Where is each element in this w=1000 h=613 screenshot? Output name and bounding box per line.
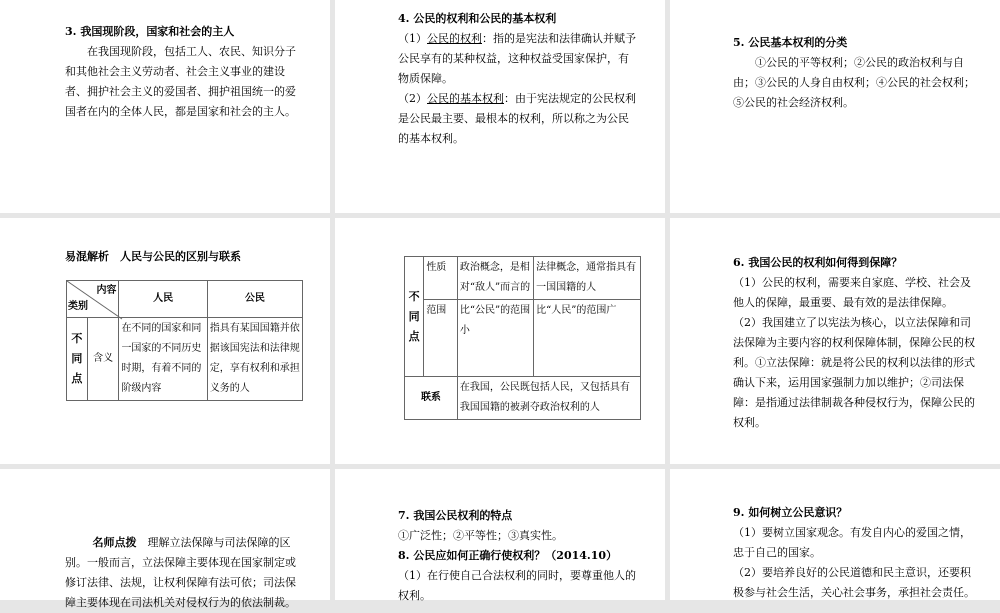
people-citizen-table-continued <box>404 256 641 420</box>
slide-2-paragraph-2 <box>398 89 638 149</box>
slide-5 <box>335 218 665 464</box>
column-header-people: 人民 <box>119 281 207 318</box>
column-header-citizen: 公民 <box>207 281 302 318</box>
slide-7-paragraph <box>65 533 305 613</box>
slide-8-content <box>398 506 638 606</box>
table-row-scope <box>405 300 641 377</box>
people-citizen-table <box>66 280 303 401</box>
table-row-meaning <box>67 318 303 401</box>
slide-9-heading: 9. 如何树立公民意识？ <box>733 506 848 519</box>
slide-6-paragraph-2: （2）我国建立了以宪法为核心，以立法保障和司法保障为主要内容的权利保障体制，保障公民的权利。①立法保障：就是将公民的权利以法律的形式确认下来，运用国家强制力加以维护；②司法保障：是指通过法律制裁各种侵权行为，保障公民的权利。 <box>733 316 975 429</box>
slide-8-line-1: ①广泛性；②平等性；③真实性。 <box>398 529 563 542</box>
slide-4-heading: 易混解析 人民与公民的区别与联系 <box>65 250 241 263</box>
slide-3-body: ①公民的平等权利；②公民的政治权利与自由；③公民的人身自由权利；④公民的社会权利；⑤公民的社会经济权利。 <box>733 56 975 109</box>
header-type-label: 类别 <box>68 301 88 312</box>
p1-text: ：指的是宪法和法律确认并赋予公民享有的某种权益，这种权益受国家保护，有物质保障。 <box>398 32 636 85</box>
slide-1-content <box>65 22 305 122</box>
row-label-scope: 范围 <box>424 300 458 377</box>
slide-2-content <box>398 9 638 149</box>
header-content-label: 内容 <box>96 285 117 296</box>
slide-4 <box>0 218 330 464</box>
slide-3-content <box>733 33 976 113</box>
row-group-difference: 不同点 <box>67 318 88 401</box>
slide-1 <box>0 0 330 213</box>
slide-6 <box>670 218 1000 464</box>
slide-6-paragraph-1: （1）公民的权利，需要来自家庭、学校、社会及他人的保障，最重要、最有效的是法律保障。 <box>733 276 971 309</box>
slide-1-heading: 3. 我国现阶段，国家和社会的主人 <box>65 25 235 38</box>
slide-8 <box>335 469 665 600</box>
table-row-nature <box>405 257 641 300</box>
table-header-row <box>67 281 303 318</box>
term-basic-rights: 公民的基本权利 <box>427 92 504 105</box>
slide-8-heading-2: 8. 公民应如何正确行使权利？（2014.10） <box>398 549 618 562</box>
slide-9 <box>670 469 1000 600</box>
slide-6-heading: 6. 我国公民的权利如何得到保障？ <box>733 256 903 269</box>
row-label-link: 联系 <box>405 377 458 420</box>
slide-2-paragraph-1 <box>398 29 638 89</box>
slide-9-paragraph-1: （1）要树立国家观念。有发自内心的爱国之情，忠于自己的国家。 <box>733 526 971 559</box>
p2-text: ：由于宪法规定的公民权利是公民最主要、最根本的权利，所以称之为公民的基本权利。 <box>398 92 636 145</box>
row-label-meaning: 含义 <box>87 318 119 401</box>
p1-prefix: （1） <box>398 32 427 45</box>
tip-label: 名师点拨 <box>92 536 137 549</box>
slide-6-content <box>733 253 976 433</box>
slide-3-heading: 5. 公民基本权利的分类 <box>733 36 848 49</box>
slide-8-paragraph-1: （1）在行使自己合法权利的同时，要尊重他人的权利。 <box>398 569 636 602</box>
slide-8-heading-1: 7. 我国公民权利的特点 <box>398 509 513 522</box>
cell-citizen-scope: 比“人民”的范围广 <box>534 300 641 377</box>
tip-text: 理解立法保障与司法保障的区别。一般而言，立法保障主要体现在国家制定或修订法律、法规，让权利保障有法可依；司法保障主要体现在司法机关对侵权行为的依法制裁。 <box>65 536 296 609</box>
slide-9-content <box>733 503 976 603</box>
diagonal-header-cell <box>67 281 119 318</box>
cell-people-nature: 政治概念，是相对“敌人”而言的 <box>457 257 533 300</box>
p2-prefix: （2） <box>398 92 427 105</box>
table-row-link <box>405 377 641 420</box>
slide-1-body: 在我国现阶段，包括工人、农民、知识分子和其他社会主义劳动者、社会主义事业的建设者、拥护社会主义的爱国者、拥护祖国统一的爱国者在内的全体人民，都是国家和社会的主人。 <box>65 45 296 118</box>
slide-3 <box>670 0 1000 213</box>
row-label-nature: 性质 <box>424 257 458 300</box>
cell-citizen-nature: 法律概念，通常指具有一国国籍的人 <box>534 257 641 300</box>
slide-4-content <box>65 247 305 267</box>
cell-citizen-meaning: 指具有某国国籍并依据该国宪法和法律规定，享有权利和承担义务的人 <box>207 318 302 401</box>
cell-link-text: 在我国，公民既包括人民，又包括具有我国国籍的被剥夺政治权利的人 <box>457 377 640 420</box>
row-group-difference: 不同点 <box>405 257 424 377</box>
cell-people-meaning: 在不同的国家和同一国家的不同历史时期，有着不同的阶级内容 <box>119 318 207 401</box>
slide-7-content <box>65 533 305 613</box>
slide-2 <box>335 0 665 213</box>
term-citizen-rights: 公民的权利 <box>427 32 482 45</box>
slide-9-paragraph-2: （2）要培养良好的公民道德和民主意识，还要积极参与社会生活，关心社会事务，承担社会责任。 <box>733 566 975 599</box>
slide-2-heading: 4. 公民的权利和公民的基本权利 <box>398 12 557 25</box>
cell-people-scope: 比“公民”的范围小 <box>457 300 533 377</box>
slide-7 <box>0 469 330 609</box>
